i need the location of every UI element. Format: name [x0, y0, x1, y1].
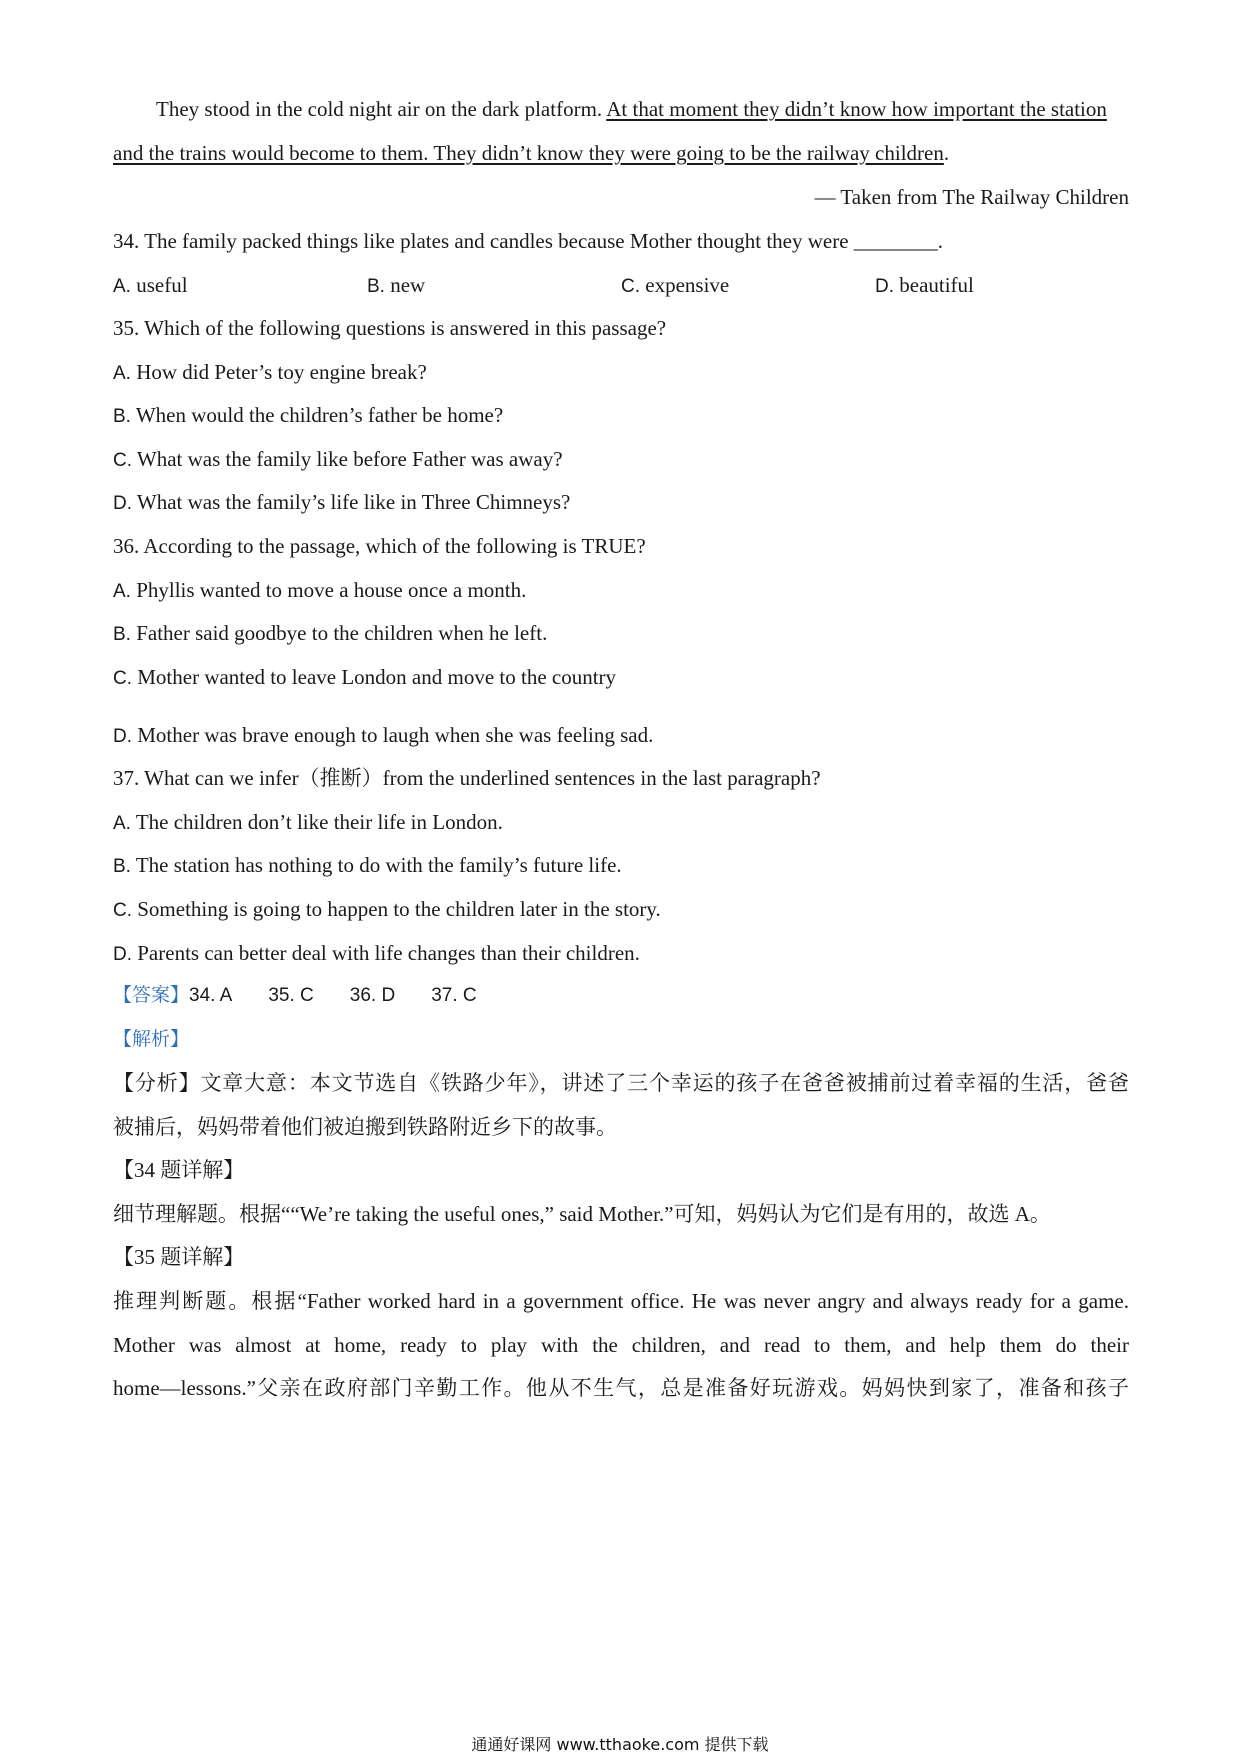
option-c: C. Something is going to happen to the children later in the story. — [113, 897, 661, 921]
q34-detail-text: 细节理解题。根据““We’re taking the useful ones,” said Mother.”可知，妈妈认为它们是有用的，故选 A。 — [113, 1202, 1051, 1226]
q35-detail-line-1: 推理判断题。根据“Father worked hard in a government office. He was never angry and always ready for a game. — [113, 1289, 1129, 1313]
option-d: D. Mother was brave enough to laugh when she was feeling sad. — [113, 723, 654, 747]
answer-item: 35. C — [268, 985, 314, 1006]
answer-key — [113, 981, 1129, 1011]
option-a: A. The children don’t like their life in London. — [113, 810, 503, 834]
option-a: A. Phyllis wanted to move a house once a month. — [113, 578, 527, 602]
q35-detail-line-2: Mother was almost at home, ready to play with the children, and read to them, and help them do their — [113, 1333, 1129, 1357]
analysis-heading: 【解析】 — [113, 1029, 190, 1050]
q35-detail-line-3: home—lessons.”父亲在政府部门辛勤工作。他从不生气，总是准备好玩游戏。妈妈快到家了，准备和孩子 — [113, 1376, 1129, 1400]
option-b: B. new — [367, 273, 426, 297]
option-d: D. beautiful — [875, 273, 974, 297]
answer-item: 36. D — [349, 985, 396, 1006]
summary-text: 文章大意：本文节选自《铁路少年》，讲述了三个幸运的孩子在爸爸被捕前过着幸福的生活，爸爸 — [200, 1071, 1129, 1095]
q34-detail-heading: 【34 题详解】 — [113, 1158, 245, 1182]
answer-item: 37. C — [431, 985, 477, 1006]
option-a: A. useful — [113, 273, 188, 297]
option-c: C. What was the family like before Father was away? — [113, 447, 563, 471]
passage-source: — Taken from The Railway Children — [814, 185, 1129, 209]
passage-paragraph-line-1 — [113, 94, 1129, 124]
question-37-stem: 37. What can we infer（推断）from the underlined sentences in the last paragraph? — [113, 766, 821, 790]
summary-label: 【分析】 — [113, 1071, 201, 1095]
summary-line-1 — [113, 1068, 1129, 1098]
option-a: A. How did Peter’s toy engine break? — [113, 360, 427, 384]
option-b: B. When would the children’s father be home? — [113, 403, 504, 427]
question-34-options — [113, 270, 1129, 300]
passage-paragraph-line-2 — [113, 138, 1129, 168]
question-35-stem: 35. Which of the following questions is answered in this passage? — [113, 316, 667, 340]
option-c: C. Mother wanted to leave London and move to the country — [113, 665, 617, 689]
option-b: B. Father said goodbye to the children when he left. — [113, 621, 548, 645]
passage-text: They stood in the cold night air on the dark platform. — [156, 97, 607, 121]
summary-line-2: 被捕后，妈妈带着他们被迫搬到铁路附近乡下的故事。 — [113, 1115, 617, 1139]
question-36-stem: 36. According to the passage, which of the following is TRUE? — [113, 534, 646, 558]
underlined-sentence: At that moment they didn’t know how important the station — [606, 97, 1107, 121]
question-34-stem: 34. The family packed things like plates and candles because Mother thought they were ________. — [113, 229, 944, 253]
answer-label: 【答案】 — [113, 985, 190, 1006]
option-d: D. What was the family’s life like in Three Chimneys? — [113, 490, 571, 514]
underlined-sentence: and the trains would become to them. They didn’t know they were going to be the railway children — [113, 141, 944, 165]
q35-detail-heading: 【35 题详解】 — [113, 1245, 245, 1269]
footer-watermark: 通通好课网 www.tthaoke.com 提供下载 — [471, 1735, 769, 1754]
passage-text: . — [943, 141, 950, 165]
option-d: D. Parents can better deal with life changes than their children. — [113, 941, 640, 965]
option-b: B. The station has nothing to do with the family’s future life. — [113, 853, 622, 877]
option-c: C. expensive — [621, 273, 730, 297]
answer-item: 34. A — [189, 985, 233, 1006]
